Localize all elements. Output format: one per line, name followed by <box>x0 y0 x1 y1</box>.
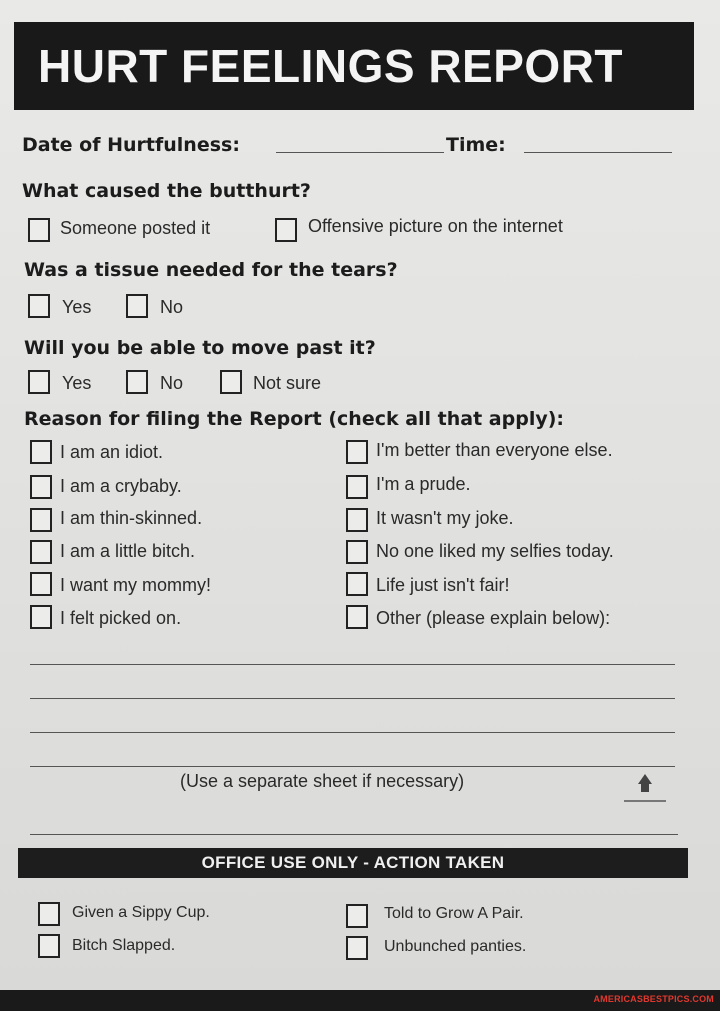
date-label: Date of Hurtfulness: <box>22 134 240 156</box>
explanation-line[interactable] <box>30 664 675 665</box>
option-label: Not sure <box>253 373 322 393</box>
checkbox-reason-want-mommy[interactable] <box>30 572 52 596</box>
checkbox-tissue-no[interactable] <box>126 294 148 318</box>
separate-sheet-note: (Use a separate sheet if necessary) <box>180 771 465 791</box>
explanation-line[interactable] <box>30 766 675 767</box>
publisher-logo-icon <box>620 770 670 810</box>
title-banner <box>14 22 694 110</box>
explanation-line[interactable] <box>30 732 675 733</box>
checkbox-reason-little-bitch[interactable] <box>30 540 52 564</box>
option-label: No <box>160 297 184 317</box>
time-field-line[interactable] <box>524 152 672 153</box>
option-label: Yes <box>62 373 92 393</box>
option-label: Yes <box>62 297 92 317</box>
reason-label: I'm better than everyone else. <box>376 440 613 460</box>
option-label: No <box>160 373 184 393</box>
option-label: Someone posted it <box>60 218 211 238</box>
checkbox-reason-selfies[interactable] <box>346 540 368 564</box>
reason-label: Life just isn't fair! <box>376 575 510 595</box>
signature-line[interactable] <box>30 834 678 835</box>
checkbox-someone-posted-it[interactable] <box>28 218 50 242</box>
reason-label: I want my mommy! <box>60 575 212 595</box>
checkbox-reason-picked-on[interactable] <box>30 605 52 629</box>
action-label: Unbunched panties. <box>384 938 527 955</box>
action-label: Told to Grow A Pair. <box>384 905 524 922</box>
reason-label: I am a little bitch. <box>60 541 196 561</box>
reason-label: I am an idiot. <box>60 442 164 462</box>
reason-label: It wasn't my joke. <box>376 508 514 528</box>
checkbox-reason-life-not-fair[interactable] <box>346 572 368 596</box>
checkbox-offensive-picture[interactable] <box>275 218 297 242</box>
reason-label: I'm a prude. <box>376 474 471 494</box>
office-use-banner: OFFICE USE ONLY - ACTION TAKEN <box>18 848 688 878</box>
reason-label: I felt picked on. <box>60 608 182 628</box>
reason-label: I am a crybaby. <box>60 476 182 496</box>
checkbox-reason-prude[interactable] <box>346 475 368 499</box>
checkbox-slapped[interactable] <box>38 934 60 958</box>
reason-label: No one liked my selfies today. <box>376 541 614 561</box>
checkbox-move-past-no[interactable] <box>126 370 148 394</box>
checkbox-reason-idiot[interactable] <box>30 440 52 464</box>
reason-label: I am thin-skinned. <box>60 508 203 528</box>
checkbox-move-past-yes[interactable] <box>28 370 50 394</box>
checkbox-reason-other[interactable] <box>346 605 368 629</box>
time-label: Time: <box>446 134 506 156</box>
checkbox-reason-not-my-joke[interactable] <box>346 508 368 532</box>
checkbox-grow-a-pair[interactable] <box>346 904 368 928</box>
question-move-past: Will you be able to move past it? <box>24 337 376 359</box>
action-label: Bitch Slapped. <box>72 937 176 954</box>
question-reasons: Reason for filing the Report (check all that apply): <box>24 408 565 430</box>
checkbox-tissue-yes[interactable] <box>28 294 50 318</box>
checkbox-sippy-cup[interactable] <box>38 902 60 926</box>
reason-label: Other (please explain below): <box>376 608 611 628</box>
option-label: Offensive picture on the internet <box>308 216 563 236</box>
question-tissue: Was a tissue needed for the tears? <box>24 259 398 281</box>
checkbox-unbunched-panties[interactable] <box>346 936 368 960</box>
question-cause: What caused the butthurt? <box>22 180 311 202</box>
action-label: Given a Sippy Cup. <box>72 904 210 921</box>
watermark: AMERICASBESTPICS.COM <box>593 994 714 1004</box>
checkbox-move-past-not-sure[interactable] <box>220 370 242 394</box>
checkbox-reason-better-than-everyone[interactable] <box>346 440 368 464</box>
checkbox-reason-crybaby[interactable] <box>30 475 52 499</box>
page-title: HURT FEELINGS REPORT <box>38 40 624 92</box>
checkbox-reason-thin-skinned[interactable] <box>30 508 52 532</box>
explanation-line[interactable] <box>30 698 675 699</box>
date-field-line[interactable] <box>276 152 444 153</box>
